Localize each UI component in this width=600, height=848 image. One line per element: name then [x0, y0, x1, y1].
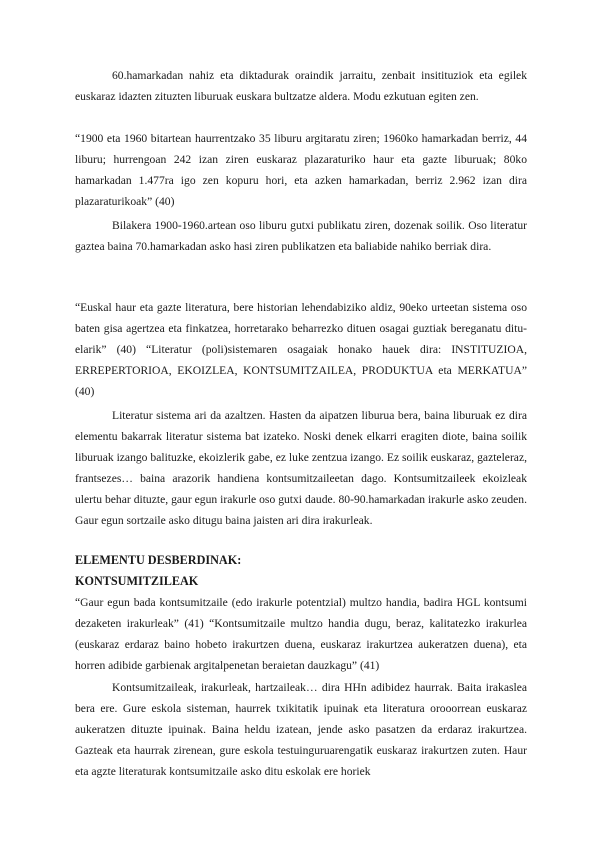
quote-literary-system: “Euskal haur eta gazte literatura, bere historian lehendabiziko aldiz, 90eko urteetan sistema oso baten gisa agertzea eta finkatzea, horretarako beharrezko dituen osagai guztiak bereganatu dituelarik” (40) “Literatur (poli)sistemaren osagaiak honako hauek dira: INSTITUZIOA, ERREPERTORIOA, EKOIZLEA, KONTSUMITZAILEA, PRODUKTUA eta MERKATUA” (40): [75, 301, 527, 398]
quote-consumers: “Gaur egun bada kontsumitzaile (edo irakurle potentzial) multzo handia, badira HGL kontsumi dezaketen irakurleak” (41) “Kontsumitzaile multzo handia dugu, beraz, kalitatezko irakurlea (euskaraz erdaraz baino hobeto irakurtzen duena, euskaraz irakurtzea aukeratzen duena), eta horren adibide garbienak argitalpenetan beraietan dauzkagu” (41): [75, 596, 527, 672]
paragraph-consumers: Kontsumitzaileak, irakurleak, hartzaileak… dira HHn adibidez haurrak. Baita irakaslea bera ere. Gure eskola sisteman, haurrek txikitatik ipuinak eta literatura orooorrean euskaraz aukeratzen dituzte ipuinak. Baina heldu izatean, jende asko pasatzen da erdaraz irakurtzea. Gazteak eta haurrak zirenean, gure eskola testuinguruarengatik euskaraz irakurtzen zuten. Haur eta agzte literaturak kontsumitzaile asko ditu eskolak ere horiek: [75, 681, 527, 778]
quote-publication-figures: “1900 eta 1960 bitartean haurrentzako 35 liburu argitaratu ziren; 1960ko hamarkadan berriz, 44 liburu; hurrengoan 242 izan ziren euskaraz plazaraturiko haur eta gazte liburuak; 80ko hamarkadan 1.477ra igo zen kopuru hori, eta azken hamarkadan, berriz 2.962 izan dira plazaraturikoak” (40): [75, 132, 527, 208]
heading-consumers: KONTSUMITZILEAK: [75, 574, 199, 588]
heading-elements: ELEMENTU DESBERDINAK:: [75, 553, 242, 567]
paragraph-intro: 60.hamarkadan nahiz eta diktadurak oraindik jarraitu, zenbait insitituziok eta egilek euskaraz idazten zituzten liburuak euskara bultzatze aldera. Modu ezkutuan egiten zen.: [75, 69, 527, 103]
paragraph-evolution: Bilakera 1900-1960.artean oso liburu gutxi publikatu ziren, dozenak soilik. Oso literatur gaztea baina 70.hamarkadan asko hasi ziren publikatzen eta baliabide nahiko berriak dira.: [75, 219, 527, 253]
paragraph-literary-system: Literatur sistema ari da azaltzen. Hasten da aipatzen liburua bera, baina liburuak ez dira elementu bakarrak literatur sistema bat izateko. Noski denek elkarri eragiten diote, baina soilik liburuak izango balituzke, ekoizlerik gabe, ez luke zentzua izango. Ez soilik euskaraz, gazteleraz, frantsezes… baina arazorik handiena kontsumitzaileetan dago. Kontsumitzaileek ekoizleak ulertu behar dituzte, gaur egun irakurle oso gutxi daude. 80-90.hamarkadan irakurle asko zeuden. Gaur egun sortzaile asko ditugu baina jaisten ari dira irakurleak.: [75, 409, 527, 527]
